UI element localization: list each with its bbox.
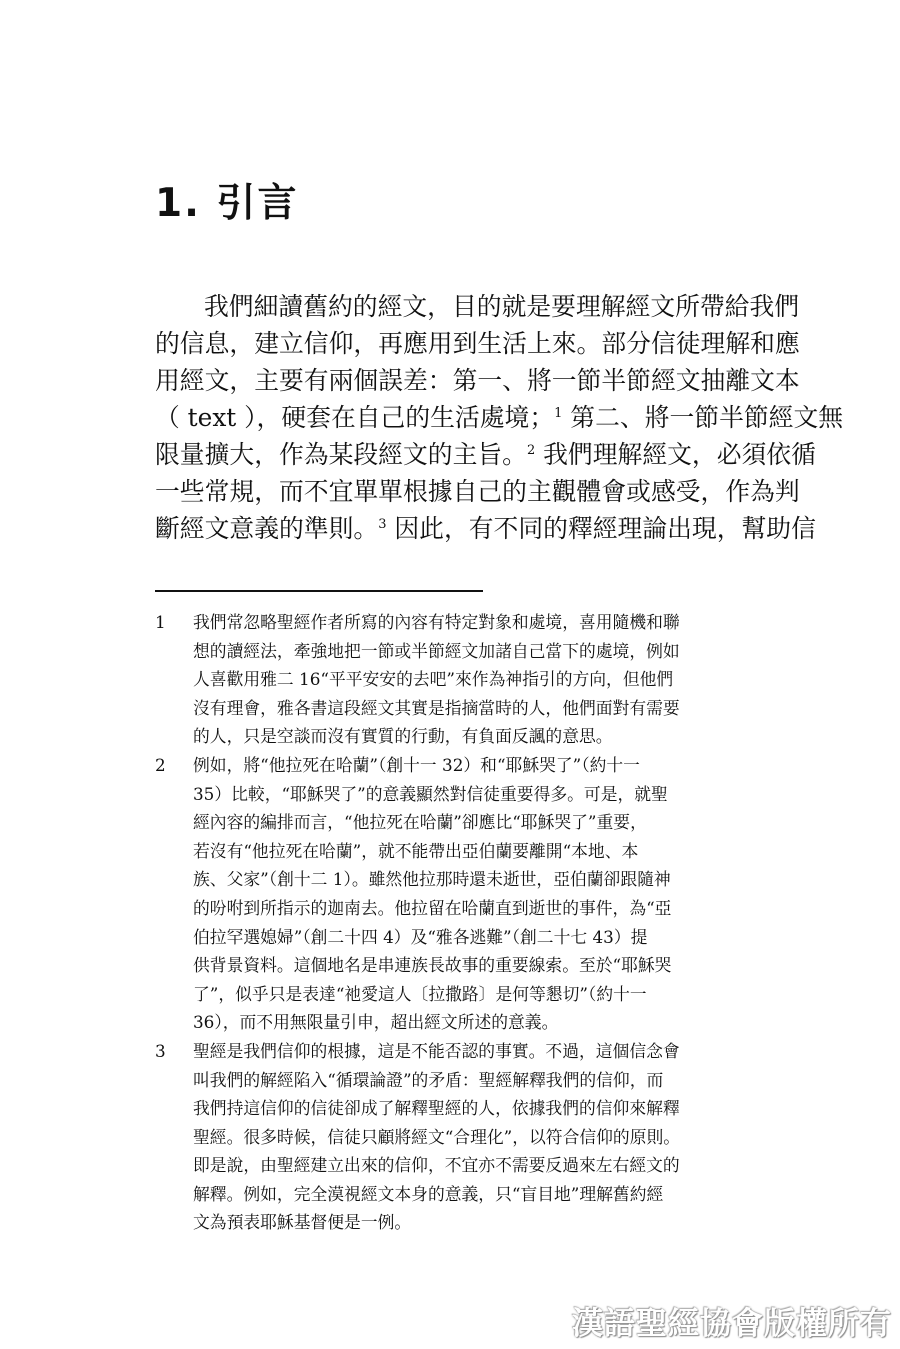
copyright-watermark: 漢語聖經協會版權所有: [572, 1306, 892, 1342]
footnote-ref-2[interactable]: 2: [526, 443, 536, 458]
footnote-line: 聖經。很多時候，信徒只顧將經文“合理化”，以符合信仰的原則。: [193, 1126, 681, 1147]
body-line: 用經文，主要有兩個誤差：第一、將一節半節經文抽離文本: [155, 366, 800, 395]
body-line: 斷經文意義的準則。$^3$ 因此，有不同的釋經理論出現，幫助信: [155, 514, 816, 543]
footnote-line: 沒有理會，雅各書這段經文其實是指摘當時的人，他們面對有需要: [193, 697, 680, 718]
footnote-divider: [155, 590, 483, 592]
footnote-ref-1[interactable]: 1: [554, 406, 563, 421]
footnote-2: [155, 751, 755, 1037]
footnote-line: 族、父家”（創十二 1）。雖然他拉那時還未逝世，亞伯蘭卻跟隨神: [193, 869, 671, 890]
body-line: 限量擴大，作為某段經文的主旨。$^2$ 我們理解經文，必須依循: [155, 440, 816, 469]
footnote-line: 36），而不用無限量引申，超出經文所述的意義。: [193, 1012, 559, 1033]
body-line: 一些常規，而不宜單單根據自己的主觀體會或感受，作為判: [155, 477, 800, 506]
body-line: 我們細讀舊約的經文，目的就是要理解經文所帶給我們: [204, 292, 800, 321]
footnote-line: 供背景資料。這個地名是串連族長故事的重要線索。至於“耶穌哭: [193, 955, 672, 976]
footnote-line: 我們持這信仰的信徒卻成了解釋聖經的人，依據我們的信仰來解釋: [193, 1098, 680, 1119]
footnotes: [155, 608, 755, 1237]
footnote-number: 3: [155, 1040, 166, 1061]
footnote-line: 叫我們的解經陷入“循環論證”的矛盾：聖經解釋我們的信仰，而: [193, 1069, 664, 1090]
footnote-line: 經內容的編排而言，“他拉死在哈蘭”卻應比“耶穌哭了”重要，: [193, 812, 647, 833]
footnote-line: 的吩咐到所指示的迦南去。他拉留在哈蘭直到逝世的事件，為“亞: [193, 897, 672, 918]
footnote-line: 若沒有“他拉死在哈蘭”，就不能帶出亞伯蘭要離開“本地、本: [193, 840, 639, 861]
footnote-number: 1: [155, 612, 166, 632]
footnote-3: [155, 1037, 755, 1237]
footnote-line: 了”，似乎只是表達“祂愛這人〔拉撒路〕是何等懇切”（約十一: [193, 983, 647, 1004]
footnote-line: 即是說，由聖經建立出來的信仰，不宜亦不需要反過來左右經文的: [193, 1155, 680, 1176]
footnote-line: 例如，將“他拉死在哈蘭”（創十一 32）和“耶穌哭了”（約十一: [193, 754, 640, 775]
footnote-line: 我們常忽略聖經作者所寫的內容有特定對象和處境，喜用隨機和聯: [193, 612, 680, 632]
footnote-line: 的人，只是空談而沒有實質的行動，有負面反諷的意思。: [193, 726, 613, 747]
body-line: （ text ），硬套在自己的生活處境；$^1$ 第二、將一節半節經文無: [155, 403, 844, 432]
footnote-line: 文為預表耶穌基督便是一例。: [193, 1212, 412, 1233]
footnote-line: 人喜歡用雅二 16“平平安安的去吧”來作為神指引的方向，但他們: [193, 669, 674, 690]
chapter-title: 1. 引言: [155, 181, 299, 226]
footnote-number: 2: [155, 754, 166, 775]
body-paragraph: [155, 288, 844, 547]
body-line: 的信息，建立信仰，再應用到生活上來。部分信徒理解和應: [155, 329, 800, 358]
footnote-line: 伯拉罕選媳婦”（創二十四 4）及“雅各逃難”（創二十七 43）提: [193, 926, 648, 947]
footnote-line: 35）比較，“耶穌哭了”的意義顯然對信徒重要得多。可是，就聖: [193, 783, 668, 804]
footnote-line: 聖經是我們信仰的根據，這是不能否認的事實。不過，這個信念會: [193, 1040, 680, 1061]
footnote-line: 想的讀經法，牽強地把一節或半節經文加諸自己當下的處境，例如: [193, 640, 680, 661]
footnote-1: [155, 608, 755, 751]
footnote-line: 解釋。例如，完全漠視經文本身的意義，只“盲目地”理解舊約經: [193, 1183, 664, 1204]
footnote-ref-3[interactable]: 3: [378, 517, 387, 532]
